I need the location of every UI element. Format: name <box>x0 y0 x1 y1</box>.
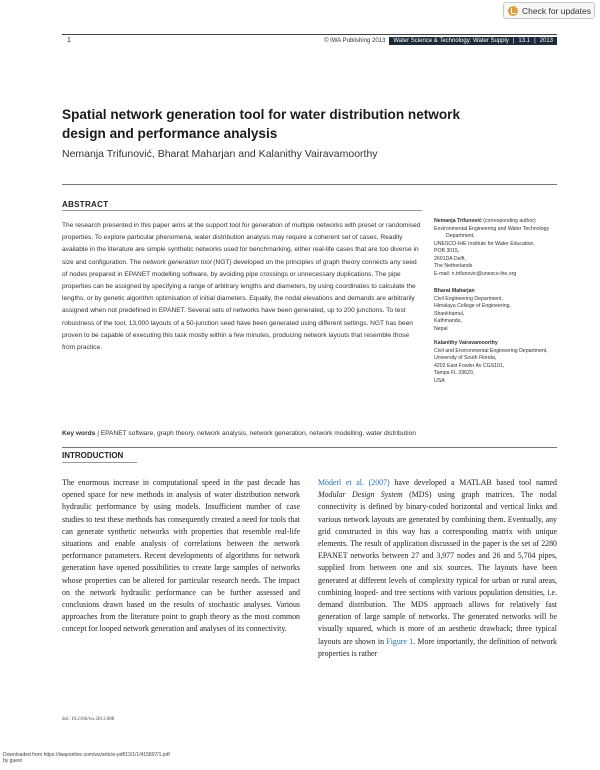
intro-right-column: Möderl et al. (2007) have developed a MATLAB based tool named Modular Design System (MDS) using graph matrices. The nodal connectivity is defined by binary-coded horizontal and vertical links and various network layouts are generated by combining them. Eventually, any grid constructed in this way has a corresponding matrix with unique elements. The result of application discussed in the paper is the set of 2280 EPANET networks between 27 and 3,977 nodes and 26 and 5,704 pipes, supplied from between one and six sources. The layouts have been generated at different levels of complexity typical for urban or rural areas, combining looped- and tree sections with various population densities, i.e. demand distribution. The MDS approach allows for relatively fast generation of large sample of networks. The generated networks will be visually squared, which is more of an aesthetic drawback; three typical layouts are shown in Figure 1. More importantly, the definition of network properties is rather <box>318 478 557 658</box>
abstract-text: The research presented in this paper aims at the support tool for generation of multiple networks with preset or randomised properties. To explore particular phenomena, water distribution analysis may require a coherent set of cases. Readily available in the literature are simple synthetic networks used for benchmarking, either real-life cases that are too diverse in size and configuration. The network generation tool (NGT) developed on the principles of graph theory connects any seed of nodes prepared in EPANET modelling software, by avoiding pipe crossings or unnecessary duplications. The pipe properties can be assigned by specifying a range of arbitrary lengths and diameters, by using coordinates to calculate the lengths, or by genetic algorithm optimisation of initial diameters. Equally, the nodal elevations and demands are arbitrarily assigned when not predefined in EPANET. Several sets of networks have been generated, up to 200 junctions. To test robustness of the tool, 13,000 layouts of a 50-junction seed have been generated using different settings. NGT has been proven to be capable of executing this task mostly within a few minutes, producing network layouts that resemble those from practice. <box>62 222 421 352</box>
intro-top-rule <box>62 447 557 448</box>
check-updates-icon <box>508 6 518 16</box>
citation-link-moderl[interactable]: Möderl et al. (2007) <box>318 478 390 487</box>
introduction-heading: INTRODUCTION <box>62 451 124 460</box>
keywords-list: EPANET software, graph theory, network analysis, network generation, network modelling, water distribution <box>100 430 416 437</box>
journal-banner: Water Science & Technology: Water Supply | 13.1 | 2013 <box>389 37 557 45</box>
journal-name: Water Science & Technology: Water Supply <box>393 38 509 44</box>
keywords: Key words | EPANET software, graph theory, network analysis, network generation, network modelling, water distribution <box>62 430 416 437</box>
journal-year: 2013 <box>539 38 553 44</box>
intro-left-column: The enormous increase in computational speed in the past decade has opened space for new methods in analysis of water distribution network hydraulic performance by using models. Insufficient number of case studies to test these methods has consequently created a need for tools that can generate synthetic networks with properties that resemble real-life situations and enable analysis of correlations between the network performance parameters. Recent developments of algorithms for network generation have opened possibilities to create large samples of networks whose properties can be altered for particular research needs. The impact on the network hydraulic performance can be further assessed and conclusions drawn based on the results of stochastic analyses. Various approaches from the literature point to graph theory as the most common concept for looped network generation and analyses of its connectivity. <box>62 478 300 634</box>
page-number: 1 <box>67 37 71 44</box>
header-rule <box>62 34 557 35</box>
figure-1-link[interactable]: Figure 1 <box>386 636 414 646</box>
abstract-heading: ABSTRACT <box>62 200 109 209</box>
abstract-top-rule <box>62 184 557 185</box>
download-footer: Downloaded from https://iwaponline.com/ws/article-pdf/13/1/1/415897/1.pdf by guest <box>3 752 170 764</box>
article-title: Spatial network generation tool for water distribution network design and performance analysis <box>62 107 461 141</box>
doi: doi: 10.2166/ws.2013.008 <box>62 717 115 722</box>
author-email-link[interactable]: E-mail: n.trifunovic@unesco-ihe.org <box>434 270 517 277</box>
running-header <box>324 36 557 46</box>
affiliation-3: Kalanithy Vairavamoorthy Civil and Environmental Engineering Department, University of South Florida, 4202 East Fowler Av CGS101, Tampa FL 33620, USA <box>434 340 548 384</box>
check-for-updates-button[interactable] <box>503 2 595 19</box>
affiliation-2: Bharat Maharjan Civil Engineering Department, Himalaya College of Engineering, Shankhamul, Kathmandu, Nepal <box>434 288 511 332</box>
publisher-notice: © IWA Publishing 2013 <box>324 38 386 44</box>
check-updates-label: Check for updates <box>522 5 591 16</box>
keywords-label: Key words <box>62 430 96 437</box>
intro-heading-rule <box>62 462 137 463</box>
abstract-heading-rule <box>62 210 422 211</box>
abstract-italic-term: network generation tool <box>142 258 212 266</box>
journal-volume: 13.1 <box>518 38 531 44</box>
affiliation-1: Nemanja Trifunović (corresponding author) Environmental Engineering and Water Technology Department, UNESCO-IHE Institute for Water Education, POB 3015, 2601DA Delft, The Netherlands E-mail: n.trifunovic@unesco-ihe.org <box>434 218 564 278</box>
author-list: Nemanja Trifunović, Bharat Maharjan and Kalanithy Vairavamoorthy <box>62 148 378 160</box>
